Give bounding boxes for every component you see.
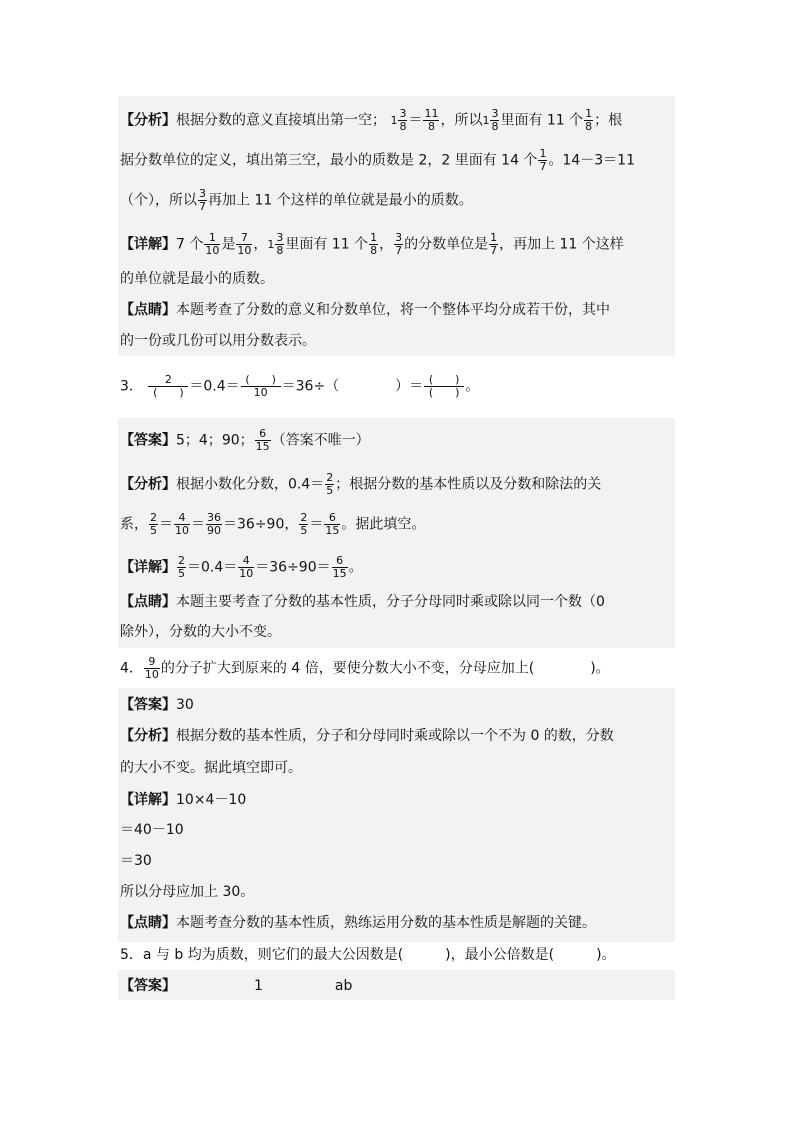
q2-analysis-line1: 【分析】根据分数的意义直接填出第一空； 1 $\frac{3}{8}$ ＝ $\frac{11}{8}$ ，所以1 $\frac{3}{8}$ 里面有 11 个 $\frac{1}{8}$ ；根 — [120, 107, 623, 133]
q2-detail-line1: 【详解】7 个 $\frac{1}{10}$ 是 $\frac{7}{10}$ ，1 $\frac{3}{8}$ 里面有 11 个 $\frac{1}{8}$ ， $\frac{3}{7}$ 的分数单位是 $\frac{1}{7}$ ，再加上 11 个这样 — [120, 231, 624, 257]
comment-tag: 【点睛】 — [120, 302, 176, 318]
fraction: $\frac{3}{8}$ — [276, 231, 284, 257]
q5-answer — [120, 976, 352, 996]
q2-analysis-line2: 据分数单位的定义，填出第三空，最小的质数是 2，2 里面有 14 个 $\frac{1}{7}$ 。14－3＝11 — [120, 147, 635, 173]
fraction: $\frac{1}{10}$ — [205, 231, 220, 257]
fraction: $\frac{2}{5}$ — [300, 511, 308, 537]
q4-detail-line4: 所以分母应加上 30。 — [120, 884, 255, 900]
detail-tag: 【详解】 — [120, 559, 176, 576]
fraction: $\frac{1}{8}$ — [370, 231, 378, 257]
fraction: $\frac{6}{15}$ — [325, 511, 340, 537]
answer-tag: 【答案】 — [120, 697, 176, 713]
mixed-number: 1 — [390, 113, 398, 127]
fraction: $\frac{1}{8}$ — [585, 107, 593, 133]
answer-tag: 【答案】 — [120, 432, 176, 449]
fraction: $\frac{36}{90}$ — [207, 511, 221, 537]
q2-detail-line2: 的单位就是最小的质数。 — [120, 271, 274, 287]
fraction: $\frac{1}{7}$ — [490, 231, 498, 257]
question-number: 4． — [120, 660, 143, 677]
detail-tag: 【详解】 — [120, 792, 176, 808]
q2-comment-line1: 【点睛】本题考查了分数的意义和分数单位，将一个整体平均分成若干份，其中 — [120, 302, 610, 318]
q4-question: 4． $\frac{9}{10}$ 的分子扩大到原来的 4 倍，要使分数大小不变，分母应加上( )。 — [120, 655, 610, 681]
fraction: $\frac{( )}{10}$ — [241, 374, 281, 399]
q4-analysis-line1: 【分析】根据分数的基本性质，分子和分母同时乘或除以一个不为 0 的数，分数 — [120, 728, 614, 744]
q3-analysis-line1: 【分析】根据小数化分数，0.4＝ $\frac{2}{5}$ ；根据分数的基本性质以及分数和除法的关 — [120, 471, 602, 497]
fraction: $\frac{4}{10}$ — [175, 511, 189, 537]
fraction: $\frac{7}{10}$ — [237, 231, 252, 257]
fraction: $\frac{2}{5}$ — [178, 554, 185, 580]
q4-detail-line1: 【详解】10×4－10 — [120, 792, 247, 808]
q3-question: 3． $\frac{2}{( )}$ ＝0.4＝ $\frac{( )}{10}$ ＝36÷（ ）＝ $\frac{( )}{( )}$ 。 — [120, 373, 480, 399]
q4-comment: 【点睛】本题考查分数的基本性质，熟练运用分数的基本性质是解题的关键。 — [120, 915, 596, 931]
q3-comment-line1: 【点睛】本题主要考查了分数的基本性质，分子分母同时乘或除以同一个数（0 — [120, 594, 605, 610]
q4-answer: 【答案】30 — [120, 697, 194, 713]
fraction: $\frac{4}{10}$ — [239, 554, 254, 580]
comment-tag: 【点睛】 — [120, 594, 176, 610]
comment-tag: 【点睛】 — [120, 915, 176, 931]
answer-tag: 【答案】 — [120, 978, 176, 994]
fraction: $\frac{2}{5}$ — [326, 471, 334, 497]
fraction: $\frac{3}{7}$ — [395, 231, 403, 257]
fraction: $\frac{3}{8}$ — [491, 107, 499, 133]
analysis-tag: 【分析】 — [120, 476, 176, 493]
q3-analysis-line2: 系， $\frac{2}{5}$ ＝ $\frac{4}{10}$ ＝ $\frac{36}{90}$ ＝36÷90， $\frac{2}{5}$ ＝ $\frac{6}{15}$ 。据此填空。 — [120, 511, 426, 537]
fraction: $\frac{6}{15}$ — [332, 554, 347, 580]
analysis-tag: 【分析】 — [120, 112, 176, 129]
fraction: $\frac{( )}{( )}$ — [424, 374, 464, 399]
q3-answer: 【答案】5；4；90； $\frac{6}{15}$ （答案不唯一） — [120, 427, 370, 453]
q4-detail-line3: ＝30 — [120, 853, 152, 869]
q2-comment-line2: 的一份或几份可以用分数表示。 — [120, 333, 316, 349]
q2-analysis-line3: （个），所以 $\frac{3}{7}$ 再加上 11 个这样的单位就是最小的质数。 — [120, 187, 473, 213]
q3-detail: 【详解】 $\frac{2}{5}$ ＝0.4＝ $\frac{4}{10}$ ＝36÷90＝ $\frac{6}{15}$ 。 — [120, 554, 363, 580]
answer-value: ab — [334, 978, 353, 994]
fraction: $\frac{1}{7}$ — [539, 147, 547, 173]
detail-tag: 【详解】 — [120, 236, 176, 253]
question-number: 3． — [120, 378, 143, 395]
q3-comment-line2: 除外），分数的大小不变。 — [120, 624, 281, 640]
fraction: $\frac{6}{15}$ — [255, 427, 270, 453]
q4-analysis-line2: 的大小不变。据此填空即可。 — [120, 760, 302, 776]
analysis-tag: 【分析】 — [120, 728, 176, 744]
fraction: $\frac{9}{10}$ — [144, 655, 159, 681]
fraction: $\frac{2}{( )}$ — [148, 374, 188, 399]
mixed-number: 1 — [482, 113, 490, 127]
fraction: $\frac{3}{7}$ — [199, 187, 206, 213]
q5-question: 5．a 与 b 均为质数，则它们的最大公因数是( )，最小公倍数是( )。 — [120, 947, 616, 963]
fraction: $\frac{11}{8}$ — [424, 107, 439, 133]
fraction: $\frac{3}{8}$ — [399, 107, 407, 133]
fraction: $\frac{2}{5}$ — [150, 511, 157, 537]
answer-value: 1 — [254, 978, 263, 994]
q4-detail-line2: ＝40－10 — [120, 822, 184, 838]
mixed-number: 1 — [267, 237, 275, 251]
